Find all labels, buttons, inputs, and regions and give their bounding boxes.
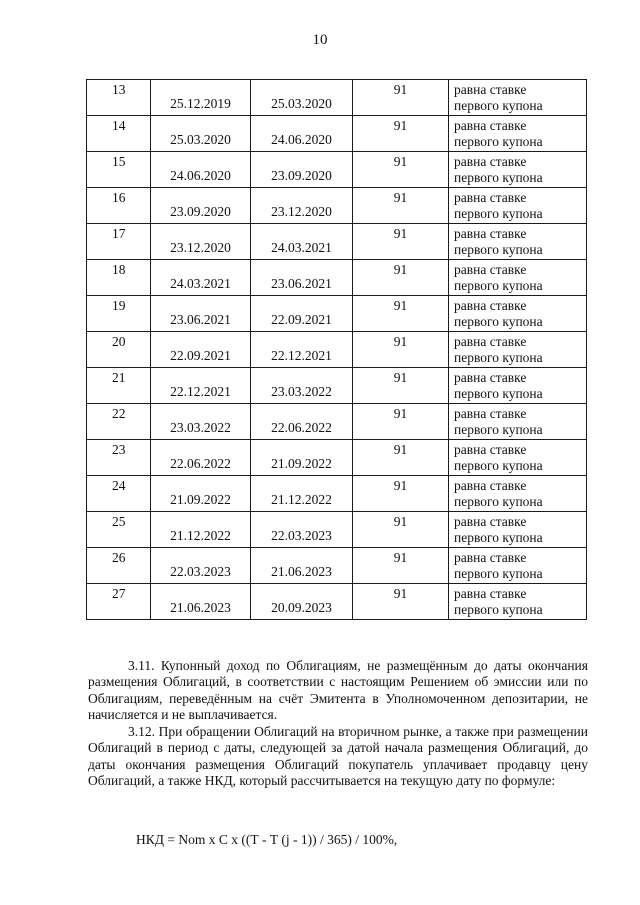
- coupon-period-days-cell: 91: [353, 368, 449, 404]
- coupon-end-date-cell: 22.12.2021: [251, 332, 353, 368]
- coupon-rate-text: первого купона: [454, 566, 543, 581]
- coupon-rate-text: равна ставке: [454, 298, 527, 313]
- table-row: [87, 188, 587, 224]
- coupon-number-cell: 18: [87, 260, 151, 296]
- coupon-rate-text: первого купона: [454, 134, 543, 149]
- coupon-rate-text: равна ставке: [454, 154, 527, 169]
- coupon-rate-text: первого купона: [454, 494, 543, 509]
- coupon-rate-text: первого купона: [454, 278, 543, 293]
- coupon-rate-cell: [449, 296, 587, 332]
- coupon-period-days-cell: 91: [353, 152, 449, 188]
- table-row: [87, 368, 587, 404]
- coupon-start-date-cell: 24.06.2020: [151, 152, 251, 188]
- coupon-rate-text: равна ставке: [454, 370, 527, 385]
- coupon-period-days-cell: 91: [353, 584, 449, 620]
- coupon-rate-text: равна ставке: [454, 226, 527, 241]
- coupon-rate-cell: [449, 512, 587, 548]
- coupon-number-cell: 15: [87, 152, 151, 188]
- coupon-period-days-cell: 91: [353, 188, 449, 224]
- coupon-start-date-cell: 21.06.2023: [151, 584, 251, 620]
- coupon-rate-text: первого купона: [454, 242, 543, 257]
- coupon-period-days-cell: 91: [353, 440, 449, 476]
- coupon-rate-text: равна ставке: [454, 478, 527, 493]
- coupon-number-cell: 14: [87, 116, 151, 152]
- coupon-period-days-cell: 91: [353, 260, 449, 296]
- coupon-start-date-cell: 24.03.2021: [151, 260, 251, 296]
- coupon-end-date-cell: 22.09.2021: [251, 296, 353, 332]
- coupon-start-date-cell: 22.12.2021: [151, 368, 251, 404]
- coupon-rate-cell: [449, 584, 587, 620]
- coupon-rate-text: первого купона: [454, 206, 543, 221]
- coupon-rate-text: равна ставке: [454, 334, 527, 349]
- coupon-period-days-cell: 91: [353, 116, 449, 152]
- table-row: [87, 296, 587, 332]
- coupon-rate-text: равна ставке: [454, 586, 527, 601]
- paragraph-3-12-block: [88, 724, 588, 789]
- coupon-rate-cell: [449, 188, 587, 224]
- paragraph-3-11: 3.11. Купонный доход по Облигациям, не размещённым до даты окончания размещения Облигаций, в соответствии с настоящим Решением об эмиссии или по Облигациям, переведённым на счёт Эмитента в Уполномоченном депозитарии, не начисляется и не выплачивается.: [88, 658, 588, 722]
- coupon-number-cell: 26: [87, 548, 151, 584]
- table-row: [87, 584, 587, 620]
- coupon-rate-text: равна ставке: [454, 406, 527, 421]
- coupon-start-date-cell: 25.12.2019: [151, 80, 251, 116]
- coupon-start-date-cell: 23.09.2020: [151, 188, 251, 224]
- coupon-number-cell: 17: [87, 224, 151, 260]
- coupon-rate-text: равна ставке: [454, 118, 527, 133]
- coupon-number-cell: 19: [87, 296, 151, 332]
- coupon-rate-text: первого купона: [454, 530, 543, 545]
- page-number: 10: [312, 32, 328, 48]
- coupon-number-cell: 23: [87, 440, 151, 476]
- table-row: [87, 548, 587, 584]
- coupon-end-date-cell: 21.12.2022: [251, 476, 353, 512]
- coupon-rate-text: первого купона: [454, 98, 543, 113]
- coupon-start-date-cell: 21.09.2022: [151, 476, 251, 512]
- coupon-rate-text: равна ставке: [454, 550, 527, 565]
- coupon-rate-text: первого купона: [454, 170, 543, 185]
- coupon-period-days-cell: 91: [353, 296, 449, 332]
- coupon-end-date-cell: 22.03.2023: [251, 512, 353, 548]
- coupon-end-date-cell: 23.06.2021: [251, 260, 353, 296]
- coupon-end-date-cell: 22.06.2022: [251, 404, 353, 440]
- coupon-start-date-cell: 22.06.2022: [151, 440, 251, 476]
- coupon-rate-cell: [449, 476, 587, 512]
- table-row: [87, 152, 587, 188]
- coupon-rate-text: равна ставке: [454, 514, 527, 529]
- table-row: [87, 404, 587, 440]
- coupon-rate-text: равна ставке: [454, 442, 527, 457]
- coupon-rate-cell: [449, 80, 587, 116]
- coupon-end-date-cell: 23.09.2020: [251, 152, 353, 188]
- coupon-rate-cell: [449, 116, 587, 152]
- coupon-rate-cell: [449, 440, 587, 476]
- coupon-rate-text: первого купона: [454, 314, 543, 329]
- table-row: [87, 476, 587, 512]
- coupon-rate-cell: [449, 152, 587, 188]
- coupon-start-date-cell: 22.09.2021: [151, 332, 251, 368]
- coupon-start-date-cell: 25.03.2020: [151, 116, 251, 152]
- coupon-period-days-cell: 91: [353, 404, 449, 440]
- table-row: [87, 332, 587, 368]
- coupon-number-cell: 25: [87, 512, 151, 548]
- coupon-number-cell: 20: [87, 332, 151, 368]
- paragraph-3-11-block: [88, 658, 588, 723]
- coupon-rate-cell: [449, 404, 587, 440]
- coupon-rate-cell: [449, 548, 587, 584]
- coupon-period-days-cell: 91: [353, 332, 449, 368]
- coupon-number-cell: 16: [87, 188, 151, 224]
- coupon-rate-cell: [449, 260, 587, 296]
- paragraph-3-12: 3.12. При обращении Облигаций на вторичном рынке, а также при размещении Облигаций в период с даты, следующей за датой начала размещения Облигаций, до даты окончания размещения Облигаций покупатель уплачивает продавцу цену Облигаций, а также НКД, который рассчитывается на текущую дату по формуле:: [88, 724, 588, 788]
- coupon-rate-text: первого купона: [454, 458, 543, 473]
- coupon-rate-text: первого купона: [454, 386, 543, 401]
- nkd-formula: НКД = Nom х С х ((Т - Т (j - 1)) / 365) / 100%,: [136, 832, 398, 847]
- coupon-period-days-cell: 91: [353, 512, 449, 548]
- coupon-end-date-cell: 21.06.2023: [251, 548, 353, 584]
- coupon-period-days-cell: 91: [353, 548, 449, 584]
- coupon-schedule-table: [86, 79, 587, 620]
- coupon-start-date-cell: 23.03.2022: [151, 404, 251, 440]
- coupon-number-cell: 24: [87, 476, 151, 512]
- coupon-end-date-cell: 21.09.2022: [251, 440, 353, 476]
- coupon-start-date-cell: 22.03.2023: [151, 548, 251, 584]
- coupon-rate-text: первого купона: [454, 602, 543, 617]
- coupon-end-date-cell: 20.09.2023: [251, 584, 353, 620]
- table-row: [87, 224, 587, 260]
- table-row: [87, 80, 587, 116]
- coupon-rate-cell: [449, 332, 587, 368]
- coupon-start-date-cell: 21.12.2022: [151, 512, 251, 548]
- table-row: [87, 116, 587, 152]
- coupon-end-date-cell: 25.03.2020: [251, 80, 353, 116]
- coupon-period-days-cell: 91: [353, 224, 449, 260]
- coupon-end-date-cell: 23.12.2020: [251, 188, 353, 224]
- coupon-period-days-cell: 91: [353, 80, 449, 116]
- coupon-number-cell: 21: [87, 368, 151, 404]
- coupon-number-cell: 27: [87, 584, 151, 620]
- coupon-period-days-cell: 91: [353, 476, 449, 512]
- coupon-rate-text: равна ставке: [454, 262, 527, 277]
- table-row: [87, 260, 587, 296]
- coupon-end-date-cell: 24.06.2020: [251, 116, 353, 152]
- coupon-end-date-cell: 23.03.2022: [251, 368, 353, 404]
- coupon-rate-text: равна ставке: [454, 190, 527, 205]
- table-row: [87, 440, 587, 476]
- coupon-end-date-cell: 24.03.2021: [251, 224, 353, 260]
- coupon-number-cell: 13: [87, 80, 151, 116]
- coupon-start-date-cell: 23.06.2021: [151, 296, 251, 332]
- coupon-rate-text: равна ставке: [454, 82, 527, 97]
- table-row: [87, 512, 587, 548]
- coupon-rate-cell: [449, 368, 587, 404]
- coupon-rate-text: первого купона: [454, 350, 543, 365]
- coupon-table-body: [87, 80, 587, 620]
- coupon-rate-text: первого купона: [454, 422, 543, 437]
- coupon-number-cell: 22: [87, 404, 151, 440]
- coupon-start-date-cell: 23.12.2020: [151, 224, 251, 260]
- coupon-rate-cell: [449, 224, 587, 260]
